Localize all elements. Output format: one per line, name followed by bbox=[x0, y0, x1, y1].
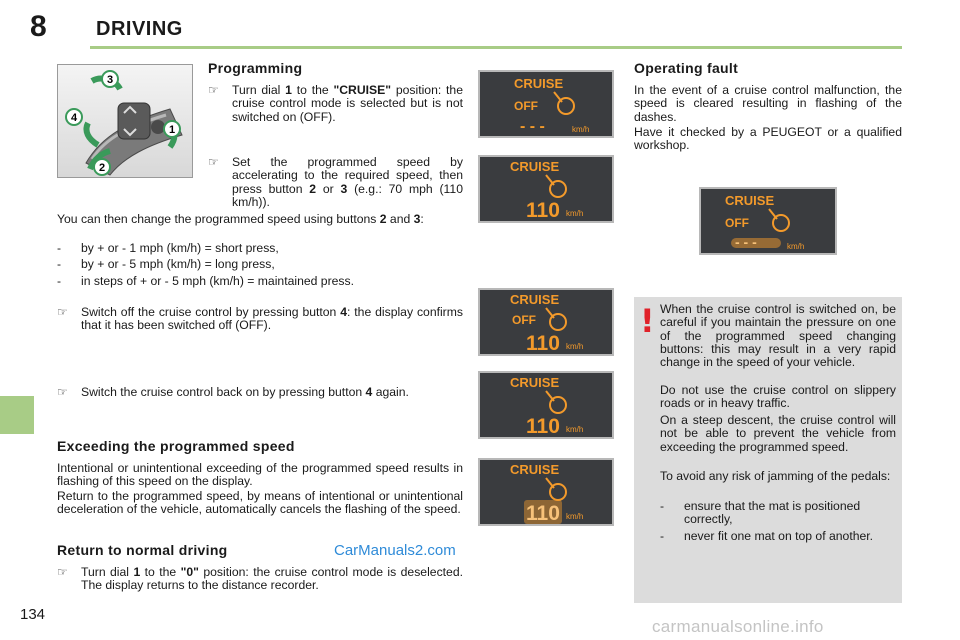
svg-text:110: 110 bbox=[526, 199, 560, 221]
pointer-icon: ☞ bbox=[208, 155, 219, 169]
svg-text:110: 110 bbox=[526, 502, 560, 524]
carmanuals-watermark: CarManuals2.com bbox=[334, 542, 456, 559]
list-item: - by + or - 1 mph (km/h) = short press, bbox=[57, 241, 279, 255]
svg-text:- - -: - - - bbox=[735, 234, 757, 250]
pointer-icon: ☞ bbox=[57, 385, 68, 399]
programming-heading: Programming bbox=[208, 60, 303, 76]
programming-step-3: ☞ Switch off the cruise control by pressing button 4: the display confirms that it has been switched off (OFF). bbox=[57, 305, 463, 333]
display-cruise-off-speed bbox=[478, 288, 614, 356]
svg-text:CRUISE: CRUISE bbox=[510, 462, 560, 477]
warning-paragraph-3: On a steep descent, the cruise control will not be able to prevent the vehicle from exceeding the programmed speed. bbox=[660, 413, 896, 454]
warning-icon: ! bbox=[640, 302, 655, 340]
svg-text:OFF: OFF bbox=[725, 216, 749, 230]
svg-text:- - -: - - - bbox=[520, 118, 545, 135]
programming-change-text: You can then change the programmed speed using buttons 2 and 3: bbox=[57, 212, 424, 226]
svg-text:km/h: km/h bbox=[566, 512, 584, 521]
exceeding-paragraph-1: Intentional or unintentional exceeding of the programmed speed results in flashing of this speed on the display. bbox=[57, 461, 463, 489]
operating-fault-heading: Operating fault bbox=[634, 60, 739, 76]
chapter-side-tab bbox=[0, 396, 34, 434]
chapter-title: DRIVING bbox=[96, 18, 183, 40]
warning-paragraph-4: To avoid any risk of jamming of the pedals: bbox=[660, 469, 891, 483]
display-cruise-speed-2 bbox=[478, 371, 614, 439]
cruise-gauge-icon bbox=[546, 308, 566, 330]
page-number: 134 bbox=[20, 606, 46, 623]
chapter-number: 8 bbox=[30, 10, 47, 43]
pointer-icon: ☞ bbox=[57, 565, 68, 579]
display-cruise-speed bbox=[478, 155, 614, 223]
footer-watermark: carmanualsonline.info bbox=[652, 617, 824, 636]
svg-text:CRUISE: CRUISE bbox=[510, 159, 560, 174]
svg-text:CRUISE: CRUISE bbox=[510, 292, 560, 307]
cruise-gauge-icon bbox=[546, 391, 566, 413]
cruise-gauge-icon bbox=[554, 92, 574, 114]
warning-list bbox=[660, 500, 896, 543]
svg-text:110: 110 bbox=[526, 332, 560, 354]
programming-step-4: ☞ Switch the cruise control back on by pressing button 4 again. bbox=[57, 385, 409, 399]
svg-text:CRUISE: CRUISE bbox=[514, 76, 564, 91]
svg-text:CRUISE: CRUISE bbox=[725, 193, 775, 208]
list-item: - ensure that the mat is positioned correctly, bbox=[660, 499, 861, 527]
cruise-gauge-icon bbox=[546, 175, 566, 197]
pointer-icon: ☞ bbox=[208, 83, 219, 97]
display-cruise-off-dashes bbox=[478, 70, 614, 138]
exceeding-paragraph-2: Return to the programmed speed, by means of intentional or unintentional deceleration of the vehicle, automatically cancels the flashing of the speed. bbox=[57, 489, 463, 517]
pointer-icon: ☞ bbox=[57, 305, 68, 319]
stalk-label-3: 3 bbox=[106, 74, 114, 86]
programming-adjust-list bbox=[57, 242, 463, 288]
warning-paragraph-2: Do not use the cruise control on slippery roads or in heavy traffic. bbox=[660, 383, 896, 411]
cruise-gauge-icon bbox=[546, 478, 566, 500]
svg-text:OFF: OFF bbox=[512, 313, 536, 327]
svg-text:CRUISE: CRUISE bbox=[510, 375, 560, 390]
svg-text:OFF: OFF bbox=[514, 99, 538, 113]
list-item: - by + or - 5 mph (km/h) = long press, bbox=[57, 257, 275, 272]
list-item: - never fit one mat on top of another. bbox=[660, 528, 874, 543]
cruise-gauge-icon bbox=[769, 209, 789, 231]
programming-step-1: ☞ Turn dial 1 to the "CRUISE" position: the cruise control mode is selected but is not switched on (OFF). bbox=[208, 83, 463, 124]
return-normal-step: ☞ Turn dial 1 to the "0" position: the cruise control mode is deselected. The display returns to the distance recorder. bbox=[57, 565, 463, 593]
stalk-label-2: 2 bbox=[98, 162, 106, 174]
svg-text:km/h: km/h bbox=[572, 125, 590, 134]
stalk-label-4: 4 bbox=[70, 112, 78, 124]
svg-text:110: 110 bbox=[526, 415, 560, 437]
cruise-stalk-illustration bbox=[57, 64, 193, 178]
svg-text:km/h: km/h bbox=[787, 242, 805, 251]
exceeding-heading: Exceeding the programmed speed bbox=[57, 438, 295, 454]
operating-fault-paragraph-2: Have it checked by a PEUGEOT or a qualified workshop. bbox=[634, 125, 902, 153]
warning-paragraph-1: When the cruise control is switched on, be careful if you maintain the pressure on one of the programmed speed changing buttons: this may result in a very rapid change in the speed of your vehicle. bbox=[660, 302, 896, 370]
display-cruise-fault bbox=[699, 187, 837, 255]
list-item: - in steps of + or - 5 mph (km/h) = maintained press. bbox=[57, 273, 354, 288]
display-cruise-speed-flashing bbox=[478, 458, 614, 526]
programming-step-2: ☞ Set the programmed speed by accelerating to the required speed, then press button 2 or 3 (e.g.: 70 mph (110 km/h)). bbox=[208, 155, 463, 209]
svg-text:km/h: km/h bbox=[566, 425, 584, 434]
header-rule bbox=[90, 46, 902, 49]
operating-fault-paragraph-1: In the event of a cruise control malfunction, the speed is cleared resulting in flashing of the dashes. bbox=[634, 83, 902, 124]
return-normal-heading: Return to normal driving bbox=[57, 542, 228, 558]
svg-text:km/h: km/h bbox=[566, 209, 584, 218]
stalk-label-1: 1 bbox=[168, 124, 176, 136]
svg-text:km/h: km/h bbox=[566, 342, 584, 351]
